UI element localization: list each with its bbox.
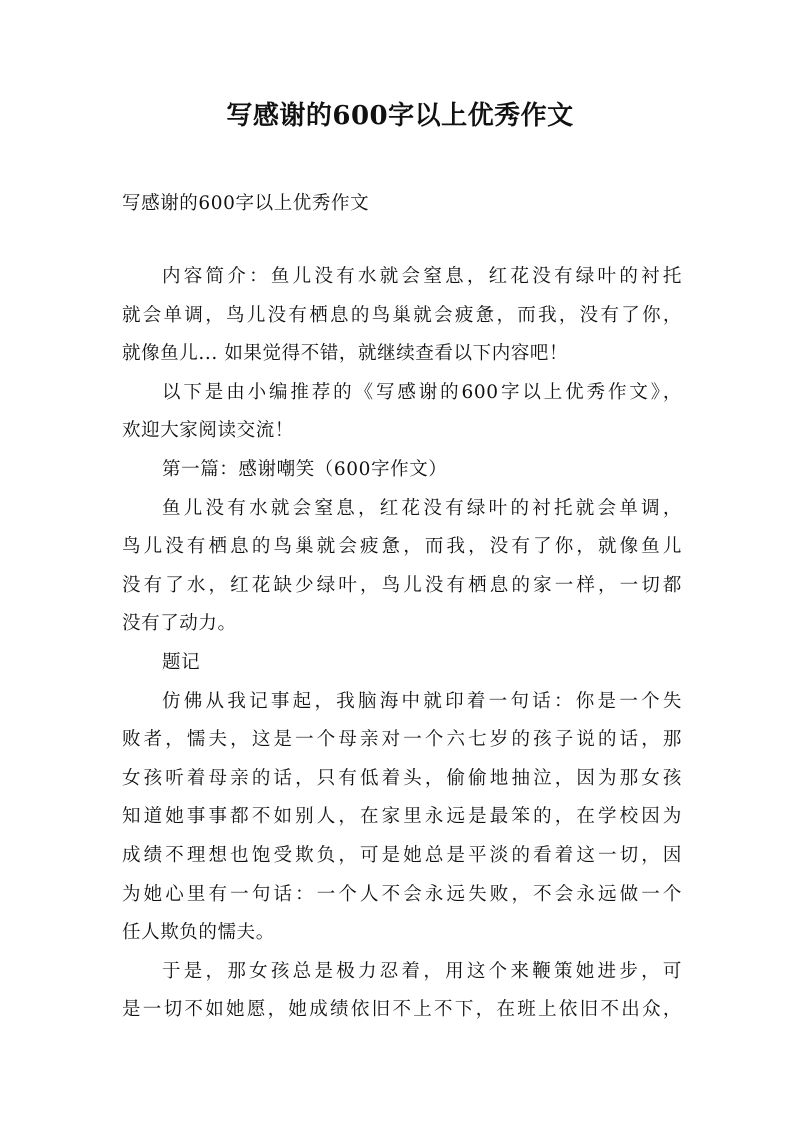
body-text-line: 内容简介：鱼儿没有水就会窒息，红花没有绿叶的衬托 — [162, 266, 682, 287]
body-text-line: 知道她事事都不如别人，在家里永远是最笨的，在学校因为 — [122, 806, 682, 828]
body-text-line: 就像鱼儿... 如果觉得不错，就继续查看以下内容吧！ — [122, 343, 569, 365]
body-text-line: 是一切不如她愿，她成绩依旧不上不下，在班上依旧不出众， — [122, 999, 682, 1021]
body-text-line: 以下是由小编推荐的《写感谢的600字以上优秀作文》， — [162, 381, 682, 403]
document-body — [122, 258, 682, 1030]
document-title: 写感谢的600字以上优秀作文 — [226, 101, 574, 131]
body-text-line: 欢迎大家阅读交流！ — [122, 420, 294, 442]
body-text-line: 没有了动力。 — [122, 613, 237, 635]
body-text-line: 鱼儿没有水就会窒息，红花没有绿叶的衬托就会单调， — [162, 497, 682, 519]
body-text-line: 败者，懦夫，这是一个母亲对一个六七岁的孩子说的话，那 — [122, 729, 682, 751]
body-text-line: 于是，那女孩总是极力忍着，用这个来鞭策她进步，可 — [162, 960, 682, 982]
body-text-line: 任人欺负的懦夫。 — [122, 922, 275, 944]
body-text-line: 仿佛从我记事起，我脑海中就印着一句话：你是一个失 — [162, 690, 682, 712]
body-text-line: 鸟儿没有栖息的鸟巢就会疲惫，而我，没有了你，就像鱼儿 — [122, 536, 682, 558]
body-text-line: 成绩不理想也饱受欺负，可是她总是平淡的看着这一切，因 — [122, 844, 682, 866]
body-text-line: 没有了水，红花缺少绿叶，鸟儿没有栖息的家一样，一切都 — [122, 574, 682, 596]
body-text-line: 就会单调，鸟儿没有栖息的鸟巢就会疲惫，而我，没有了你， — [122, 304, 682, 326]
document-subtitle: 写感谢的600字以上优秀作文 — [122, 193, 370, 214]
body-text-line: 为她心里有一句话：一个人不会永远失败，不会永远做一个 — [122, 883, 682, 905]
body-text-line: 女孩听着母亲的话，只有低着头，偷偷地抽泣，因为那女孩 — [122, 767, 682, 789]
body-text-line: 第一篇：感谢嘲笑（600字作文） — [162, 458, 448, 480]
body-text-line: 题记 — [162, 651, 201, 673]
